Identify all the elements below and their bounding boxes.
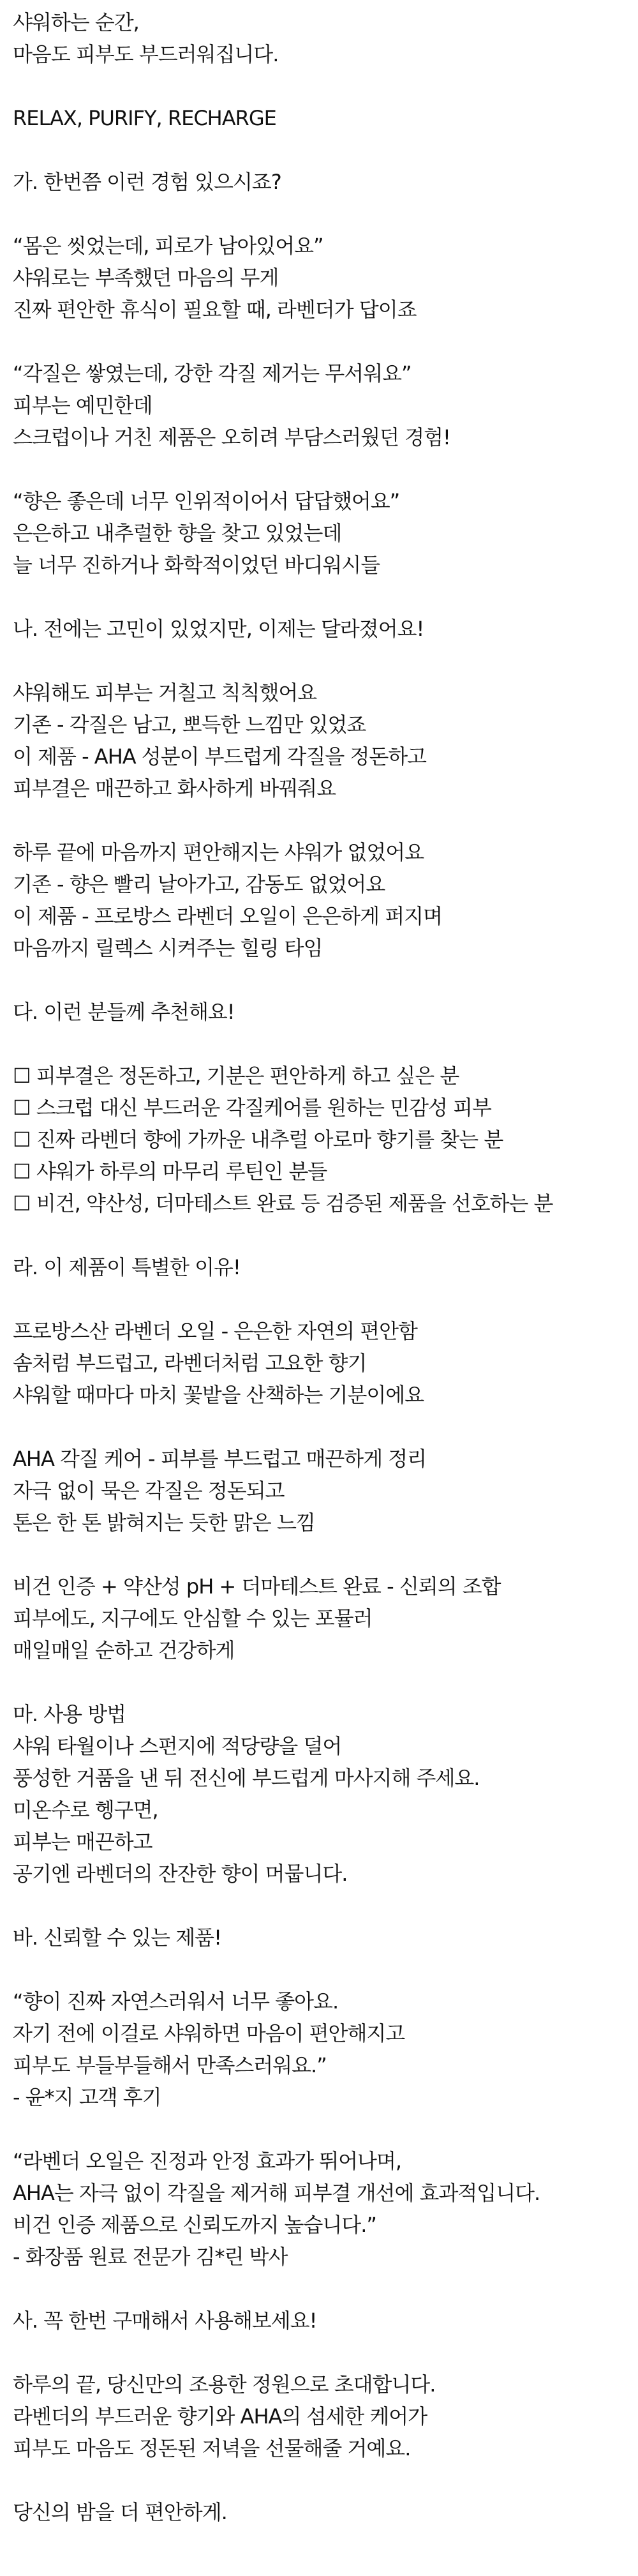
- section-c: [13, 996, 625, 1219]
- pain-text: 은은하고 내추럴한 향을 찾고 있었는데: [13, 521, 342, 545]
- compare-text: 이 제품 - 프로방스 라벤더 오일이 은은하게 퍼지며: [13, 904, 442, 928]
- spacer: [13, 1028, 625, 1060]
- cta-text: 라벤더의 부드러운 향기와 AHA의 섬세한 케어가: [13, 2404, 427, 2429]
- section-d: [13, 1251, 625, 1666]
- section-heading: 가. 한번쯤 이런 경험 있으시죠?: [13, 170, 281, 194]
- checklist-item: ☐ 샤워가 하루의 마무리 루틴인 분들: [13, 1159, 327, 1184]
- spacer: [13, 1219, 625, 1251]
- compare-text: 마음까지 릴렉스 시켜주는 힐링 타임: [13, 936, 323, 960]
- intro: [13, 6, 625, 70]
- tagline: RELAX, PURIFY, RECHARGE: [13, 106, 276, 130]
- spacer: [13, 2337, 625, 2369]
- spacer: [13, 453, 625, 485]
- section-g: [13, 2305, 625, 2464]
- cta-text: 하루의 끝, 당신만의 조용한 정원으로 초대합니다.: [13, 2372, 436, 2397]
- section-heading: 바. 신뢰할 수 있는 제품!: [13, 1925, 221, 1950]
- spacer: [13, 2273, 625, 2305]
- section-e: [13, 1698, 625, 1890]
- section-b: [13, 613, 625, 964]
- spacer: [13, 1890, 625, 1922]
- pain-quote: “각질은 쌓였는데, 강한 각질 제거는 무서워요”: [13, 361, 412, 386]
- pain-text: 늘 너무 진하거나 화학적이었던 바디워시들: [13, 553, 380, 577]
- review-text: AHA는 자극 없이 각질을 제거해 피부결 개선에 효과적입니다.: [13, 2181, 540, 2205]
- spacer: [13, 1954, 625, 1985]
- intro-line-1: 샤워하는 순간,: [13, 10, 139, 34]
- spacer: [13, 326, 625, 358]
- feature-text: 매일매일 순하고 건강하게: [13, 1638, 235, 1662]
- spacer: [13, 804, 625, 836]
- section-heading: 마. 사용 방법: [13, 1702, 126, 1726]
- review-text: 자기 전에 이걸로 샤워하면 마음이 편안해지고: [13, 2021, 405, 2045]
- spacer: [13, 1539, 625, 1570]
- feature-text: 샤워할 때마다 마치 꽃밭을 산책하는 기분이에요: [13, 1383, 424, 1407]
- compare-text: 기존 - 향은 빨리 날아가고, 감동도 없었어요: [13, 872, 385, 896]
- review-text: 피부도 부들부들해서 만족스러워요.”: [13, 2053, 327, 2077]
- usage-text: 샤워 타월이나 스펀지에 적당량을 덜어: [13, 1734, 342, 1758]
- feature-text: 비건 인증 + 약산성 pH + 더마테스트 완료 - 신뢰의 조합: [13, 1574, 501, 1599]
- review-text: “향이 진짜 자연스러워서 너무 좋아요.: [13, 1989, 339, 2014]
- feature-text: 솜처럼 부드럽고, 라벤더처럼 고요한 향기: [13, 1351, 367, 1375]
- spacer: [13, 645, 625, 677]
- section-heading: 라. 이 제품이 특별한 이유!: [13, 1255, 241, 1279]
- checklist-item: ☐ 피부결은 정돈하고, 기분은 편안하게 하고 싶은 분: [13, 1064, 459, 1088]
- cta-text: 피부도 마음도 정돈된 저녁을 선물해줄 거예요.: [13, 2436, 411, 2460]
- pain-text: 피부는 예민한데: [13, 393, 152, 418]
- section-heading: 나. 전에는 고민이 있었지만, 이제는 달라졌어요!: [13, 617, 424, 641]
- compare-text: 피부결은 매끈하고 화사하게 바꿔줘요: [13, 776, 336, 801]
- product-description: [13, 6, 625, 2528]
- compare-text: 하루 끝에 마음까지 편안해지는 샤워가 없었어요: [13, 840, 424, 864]
- spacer: [13, 964, 625, 996]
- pain-quote: “몸은 씻었는데, 피로가 남아있어요”: [13, 234, 323, 258]
- usage-text: 미온수로 헹구면,: [13, 1798, 158, 1822]
- spacer: [13, 2464, 625, 2496]
- spacer: [13, 1411, 625, 1443]
- feature-text: 피부에도, 지구에도 안심할 수 있는 포뮬러: [13, 1606, 373, 1631]
- spacer: [13, 1283, 625, 1315]
- feature-text: 자극 없이 묵은 각질은 정돈되고: [13, 1479, 285, 1503]
- section-heading: 다. 이런 분들께 추천해요!: [13, 1000, 235, 1024]
- review-text: 비건 인증 제품으로 신뢰도까지 높습니다.”: [13, 2213, 376, 2237]
- feature-text: AHA 각질 케어 - 피부를 부드럽고 매끈하게 정리: [13, 1447, 427, 1471]
- pain-text: 진짜 편안한 휴식이 필요할 때, 라벤더가 답이죠: [13, 298, 417, 322]
- review-author: - 화장품 원료 전문가 김*린 박사: [13, 2245, 288, 2269]
- intro-line-2: 마음도 피부도 부드러워집니다.: [13, 42, 279, 66]
- spacer: [13, 2113, 625, 2145]
- section-heading: 사. 꼭 한번 구매해서 사용해보세요!: [13, 2309, 317, 2333]
- feature-text: 톤은 한 톤 밝혀지는 듯한 맑은 느낌: [13, 1510, 315, 1535]
- spacer: [13, 134, 625, 166]
- spacer: [13, 70, 625, 102]
- checklist-item: ☐ 비건, 약산성, 더마테스트 완료 등 검증된 제품을 선호하는 분: [13, 1191, 553, 1216]
- pain-quote: “향은 좋은데 너무 인위적이어서 답답했어요”: [13, 489, 400, 513]
- closing-line: 당신의 밤을 더 편안하게.: [13, 2500, 227, 2524]
- section-a: [13, 166, 625, 581]
- spacer: [13, 581, 625, 613]
- compare-text: 기존 - 각질은 남고, 뽀득한 느낌만 있었죠: [13, 712, 366, 737]
- feature-text: 프로방스산 라벤더 오일 - 은은한 자연의 편안함: [13, 1319, 417, 1343]
- checklist-item: ☐ 진짜 라벤더 향에 가까운 내추럴 아로마 향기를 찾는 분: [13, 1127, 503, 1152]
- review-text: “라벤더 오일은 진정과 안정 효과가 뛰어나며,: [13, 2149, 402, 2173]
- usage-text: 공기엔 라벤더의 잔잔한 향이 머뭅니다.: [13, 1862, 348, 1886]
- review-author: - 윤*지 고객 후기: [13, 2085, 161, 2109]
- spacer: [13, 198, 625, 230]
- usage-text: 피부는 매끈하고: [13, 1830, 152, 1854]
- section-f: [13, 1922, 625, 2273]
- spacer: [13, 1666, 625, 1698]
- pain-text: 샤워로는 부족했던 마음의 무게: [13, 266, 279, 290]
- pain-text: 스크럽이나 거친 제품은 오히려 부담스러웠던 경험!: [13, 425, 450, 449]
- compare-text: 샤워해도 피부는 거칠고 칙칙했어요: [13, 681, 317, 705]
- usage-text: 풍성한 거품을 낸 뒤 전신에 부드럽게 마사지해 주세요.: [13, 1766, 480, 1790]
- compare-text: 이 제품 - AHA 성분이 부드럽게 각질을 정돈하고: [13, 744, 427, 769]
- checklist-item: ☐ 스크럽 대신 부드러운 각질케어를 원하는 민감성 피부: [13, 1096, 491, 1120]
